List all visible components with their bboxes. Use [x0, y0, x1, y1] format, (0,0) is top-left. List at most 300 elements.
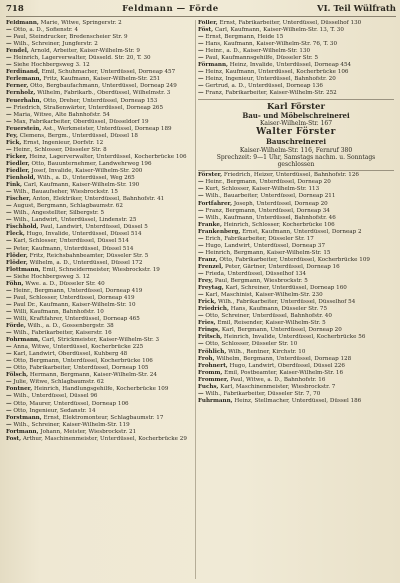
entry-details: Otto, Maurer, Unterdüssel, Dorneap 106 — [13, 400, 129, 407]
entry-surname: — — [198, 235, 204, 242]
directory-entry — [198, 306, 394, 313]
entry-details: Hugo, Invalide, Unterdüssel, Düssel 514 — [26, 231, 142, 238]
entry-details: Paul, Schlosser, Unterdüssel, Dorneap 419 — [13, 294, 135, 301]
directory-entry — [6, 217, 192, 224]
directory-entry — [198, 215, 394, 222]
directory-entry — [198, 201, 394, 208]
entry-details: Wilh., Angestellter, Silbergstr. 5 — [13, 210, 105, 217]
entry-surname: — — [6, 118, 12, 125]
entry-details: Anton, Elektriker, Unterdüssel, Bahnhofstr. 41 — [32, 196, 165, 203]
entry-details: Maria, Witwe, Alte Bahnhofstr. 54 — [13, 111, 110, 118]
directory-entry — [198, 334, 394, 341]
directory-entry — [6, 210, 192, 217]
entry-details: Marie, Witwe, Springerstr. 2 — [40, 20, 122, 26]
entry-details: Wilh., Fabrikarbeiter, Unterdüssel, Düsselhof 54 — [217, 299, 356, 306]
entry-details: Heinrich, Bergmann, Kaiser-Wilhelm-Str. 15 — [205, 249, 331, 256]
entry-surname: — — [198, 390, 204, 397]
entry-surname: — — [198, 207, 204, 214]
directory-entry — [6, 98, 192, 105]
directory-entry — [198, 83, 394, 90]
entry-details: Heinr., Bergmann, Unterdüssel, Dorneap 419 — [13, 287, 143, 294]
entry-surname: — — [198, 193, 204, 200]
entry-details: Hugo, Landwirt, Oberdüssel, Düssel 226 — [229, 362, 345, 369]
entry-details: Heinr., Bergmann, Unterdüssel, Dorneap 20 — [205, 179, 331, 186]
entry-details: Ast., Werkmeister, Unterdüssel, Dorneap 189 — [43, 125, 172, 132]
entry-surname: Föhn, — [6, 280, 24, 287]
entry-surname: Fuhrmann, — [198, 397, 233, 404]
directory-entry — [6, 393, 192, 400]
directory-entry — [6, 27, 192, 34]
directory-entry — [198, 20, 394, 27]
directory-entry — [6, 253, 192, 260]
entry-details: Otto, Fabrikarbeiter, Unterdüssel, Kocherbrücke 109 — [219, 256, 370, 263]
directory-entry — [6, 295, 192, 302]
entry-surname: Frankenberg, — [198, 228, 241, 235]
entry-surname: — — [6, 203, 12, 210]
entry-details: Josef, Invalide, Kaiser-Wilhelm-Str. 200 — [31, 167, 143, 174]
directory-entry — [198, 285, 394, 292]
entry-details: Erich, Fabrikarbeiter, Düsseler Str. 17 — [205, 235, 314, 242]
entry-surname: — — [6, 421, 12, 428]
directory-entry — [6, 119, 192, 126]
ad-hours: Sprechzeit: 9—1 Uhr, Samstags nachm. u. Sonntags geschlossen — [216, 153, 376, 169]
entry-surname: Fiedler, — [6, 167, 30, 174]
entry-details: Carl, Strickmeister, Kaiser-Wilhelm-Str. 3 — [41, 337, 160, 344]
entry-surname: Fölsch, — [6, 372, 29, 379]
entry-details: Anna, Witwe, Unterdüssel, Kocherbrücke 225 — [13, 344, 144, 351]
directory-entry — [198, 363, 394, 370]
entry-surname: — — [6, 351, 12, 358]
directory-entry — [6, 231, 192, 238]
entry-surname: Fick, — [6, 139, 22, 146]
directory-entry — [6, 168, 192, 175]
entry-details: Wilh., a. D., Gossenbergstr. 38 — [27, 323, 114, 330]
directory-entry — [6, 260, 192, 267]
entry-details: Franz, Fabrikarbeiter, Kaiser-Wilhelm-Str. 252 — [205, 90, 337, 97]
entry-details: Clemens, Bergm., Unterdüssel, Düssel 18 — [19, 132, 138, 139]
directory-entry — [6, 344, 192, 351]
directory-entry — [6, 436, 192, 443]
entry-surname: Froh, — [198, 355, 215, 362]
entry-surname: Fritsch, — [198, 334, 223, 341]
directory-entry — [198, 398, 394, 405]
entry-details: Paul, Bergmann, Wiesbrockstr. 5 — [214, 278, 308, 285]
entry-surname: Franz, — [198, 256, 218, 263]
entry-details: Friedrich, Straßenwärter, Unterdüssel, Dorneap 265 — [13, 104, 164, 111]
entry-surname: Franke, — [198, 221, 222, 228]
entry-surname: Fischer, — [6, 196, 31, 203]
entry-surname: Fey, — [6, 132, 18, 139]
directory-entry — [6, 76, 192, 83]
advertisement — [198, 102, 394, 169]
entry-surname: — — [198, 242, 204, 249]
ad-name-1: Karl Förster — [267, 101, 325, 112]
page-header — [6, 2, 396, 17]
entry-details: Julie, Witwe, Schlagbaumstr. 62 — [13, 379, 104, 386]
entry-details: Wilhelm, Fabrikarb., Oberdüssel, Wilhelmstr. 3 — [37, 90, 171, 97]
entry-surname: Fröhlich, — [198, 348, 227, 355]
entry-details: Emil, Schuhmacher, Unterdüssel, Dorneap 457 — [41, 69, 176, 76]
right-column-top — [198, 20, 394, 98]
entry-details: Karl, Bergmann, Unterdüssel, Dorneap 20 — [221, 327, 342, 334]
entry-details: Otto, Schlosser, Düsseler Str. 10 — [205, 341, 298, 348]
entry-surname: — — [6, 407, 12, 414]
directory-entry — [198, 356, 394, 363]
entry-details: Fritz, Kaufmann, Kaiser-Wilhelm-Str. 251 — [43, 76, 161, 83]
entry-surname: Föst, — [198, 27, 214, 34]
directory-entry — [6, 330, 192, 337]
entry-details: Otto, Schreiner, Unterdüssel, Bahnhofstr. 40 — [205, 313, 332, 320]
entry-details: Ernst, Kaufmann, Unterdüssel, Dorneap 2 — [242, 228, 362, 235]
directory-entry — [6, 267, 192, 274]
entry-surname: Feuerstein, — [6, 125, 42, 132]
entry-surname: — — [198, 41, 204, 48]
directory-entry — [6, 358, 192, 365]
directory-entry — [6, 238, 192, 245]
directory-entry — [198, 222, 394, 229]
entry-details: Wilh., Landwirt, Unterdüssel, Lindenstr. 25 — [13, 217, 137, 224]
right-column — [198, 20, 394, 579]
entry-details: Heinrich, Invalide, Unterdüssel, Kocherbrücke 56 — [223, 334, 366, 341]
entry-surname: — — [6, 400, 12, 407]
entry-details: Karl, Schlosser, Unterdüssel, Düssel 514 — [13, 238, 129, 245]
entry-details: Frieda, Unterdüssel, Düsselhof 134 — [205, 270, 307, 277]
entry-details: Siehe Hochbergsweg 3. 12 — [13, 62, 90, 69]
ad-address-1: Kaiser-Wilhelm-Str. 167 — [259, 120, 333, 128]
entry-details: Hugo, Landwirt, Unterdüssel, Dorneap 37 — [205, 242, 326, 249]
entry-details: Wilh., Fabrikarbeiter, Kaiserstr. 16 — [13, 330, 112, 337]
divider — [198, 99, 394, 100]
directory-entry — [198, 208, 394, 215]
entry-surname: Frick, — [198, 299, 217, 306]
entry-surname: — — [6, 294, 12, 301]
directory-entry — [198, 278, 394, 285]
entry-details: Fritz, Reichsbahnbeamter, Düsseler Str. 5 — [29, 252, 149, 259]
entry-details: Heinz, Stellmacher, Unterdüssel, Düssel 186 — [234, 397, 362, 404]
entry-surname: Friedrich, — [198, 306, 229, 313]
entry-details: Heinr., a. D., Kaiser-Wilhelm-Str. 130 — [205, 48, 311, 55]
directory-entry — [198, 292, 394, 299]
entry-details: Siehe Hochbergsweg 3. 12 — [13, 273, 90, 280]
entry-surname: — — [198, 186, 204, 193]
entry-surname: — — [6, 146, 12, 153]
entry-details: Hans, Kaufmann, Düsseler Str. 75 — [230, 306, 328, 313]
directory-entry — [198, 27, 394, 34]
directory-entry — [198, 299, 394, 306]
entry-surname: — — [6, 344, 12, 351]
entry-surname: — — [198, 34, 204, 41]
directory-entry — [6, 112, 192, 119]
entry-surname: Fischhold, — [6, 224, 39, 231]
directory-entry — [6, 182, 192, 189]
section-title: VI. Teil Wülfrath — [316, 4, 396, 14]
entry-surname: Föller, — [198, 20, 218, 26]
entry-details: Heinrich, Schlosser, Kocherbrücke 106 — [223, 221, 335, 228]
directory-entry — [198, 243, 394, 250]
entry-details: Ernst, Ingenieur, Dorfstr. 12 — [23, 139, 104, 146]
entry-surname: — — [6, 315, 12, 322]
entry-surname: Flöder, — [6, 259, 28, 266]
page-number: 718 — [6, 4, 24, 14]
directory-entry — [6, 175, 192, 182]
directory-entry — [6, 69, 192, 76]
entry-details: Wilh., Schreiner, Jungferstr. 2 — [13, 41, 98, 48]
entry-surname: — — [6, 27, 12, 34]
right-column-bottom — [198, 172, 394, 405]
entry-details: Willi, Kaufmann, Bahnhofstr. 10 — [13, 308, 104, 315]
directory-entry — [6, 83, 192, 90]
directory-entry — [6, 161, 192, 168]
directory-entry — [6, 281, 192, 288]
directory-entry — [198, 76, 394, 83]
entry-surname: Flöder, — [6, 252, 28, 259]
directory-entry — [198, 34, 394, 41]
entry-surname: — — [6, 189, 12, 196]
entry-details: Gertrud, a. D., Unterdüssel, Dorneap 136 — [205, 83, 323, 90]
entry-surname: Feuerhahn, — [6, 97, 42, 104]
entry-surname: Flottmann, — [6, 266, 41, 273]
entry-details: Wilhelm, Bergmann, Unterdüssel, Dorneap 128 — [216, 355, 352, 362]
directory-entry — [198, 62, 394, 69]
page-title: Feldmann — Förde — [122, 4, 219, 14]
entry-surname: Fuchs, — [198, 383, 219, 390]
entry-surname: — — [6, 217, 12, 224]
entry-details: Paul, Kaufmannsgehilfe, Düsseler Str. 5 — [205, 55, 319, 62]
entry-details: Wilh., a. D., Unterdüssel, Weg 265 — [37, 175, 135, 182]
entry-details: Emil, Postbeamter, Kaiser-Wilhelm-Str. 16 — [224, 369, 344, 376]
entry-surname: — — [198, 341, 204, 348]
entry-details: Arnold, Arbeiter, Kaiser-Wilhelm-Str. 9 — [30, 48, 140, 55]
entry-surname: — — [198, 292, 204, 299]
entry-details: Paul, Landwirt, Unterdüssel, Düssel 5 — [40, 224, 148, 231]
entry-surname: — — [198, 83, 204, 90]
entry-surname: Forstmann, — [6, 414, 42, 421]
directory-entry — [6, 379, 192, 386]
directory-entry — [198, 229, 394, 236]
entry-surname: — — [198, 214, 204, 221]
entry-surname: Fortmann, — [6, 428, 39, 435]
entry-details: Wilh., Bauarbeiter, Unterdüssel, Dorneap 211 — [205, 193, 336, 200]
directory-entry — [6, 429, 192, 436]
entry-surname: — — [6, 238, 12, 245]
ad-trade-1: Bau- und Möbelschreinerei — [242, 110, 350, 120]
entry-details: Paul Dr., Kaufmann, Kaiser-Wilhelm-Str. 10 — [13, 301, 136, 308]
directory-entry — [6, 196, 192, 203]
entry-details: Carl, Kaufmann, Kaiser-Wilhelm-Str. 13, T. 30 — [214, 27, 344, 34]
entry-surname: — — [6, 379, 12, 386]
directory-entry — [6, 408, 192, 415]
directory-entry — [198, 186, 394, 193]
directory-entry — [6, 34, 192, 41]
entry-details: Otto, Bauunternehmer, Landwehrweg 196 — [31, 160, 152, 167]
entry-details: Ernst, Elektromonteur, Schlagbaumstr. 17 — [43, 414, 164, 421]
entry-details: Heinz, Ingenieur, Unterdüssel, Bahnhofstr. 20 — [205, 76, 336, 83]
entry-surname: Fost, — [6, 435, 22, 442]
entry-details: Willi, Kraftfahrer, Unterdüssel, Dorneap 465 — [13, 315, 140, 322]
directory-entry — [6, 48, 192, 55]
entry-surname: — — [6, 62, 12, 69]
directory-entry — [198, 90, 394, 97]
entry-details: Otto, Bergmann, Unterdüssel, Kocherbrücke 106 — [13, 358, 153, 365]
entry-surname: Freytag, — [198, 285, 224, 292]
directory-entry — [6, 20, 192, 27]
entry-details: Hermann, Bergmann, Kaiser-Wilhelm-Str. 24 — [29, 372, 157, 379]
entry-details: Wilh., Kaufmann, Unterdüssel, Bahnhofstr. 46 — [205, 214, 336, 221]
directory-entry — [6, 203, 192, 210]
entry-surname: Fries, — [198, 320, 216, 327]
directory-entry — [6, 105, 192, 112]
directory-entry — [6, 288, 192, 295]
directory-entry — [198, 313, 394, 320]
entry-surname: Förmann, — [198, 62, 228, 69]
ad-address-2: Kaiser-Wilhelm-Str. 116, Fernruf 380 — [239, 146, 353, 154]
entry-details: Paul, Witwe, a. D., Bahnhofstr. 16 — [230, 376, 326, 383]
directory-entry — [6, 415, 192, 422]
entry-surname: Frey, — [198, 278, 214, 285]
entry-surname: — — [6, 365, 12, 372]
entry-surname: Frings, — [198, 327, 221, 334]
entry-details: Karl, Schreiner, Unterdüssel, Dorneap 160 — [225, 285, 347, 292]
directory-entry — [6, 246, 192, 253]
directory-entry — [6, 274, 192, 281]
entry-details: Joseph, Unterdüssel, Dorneap 20 — [233, 200, 328, 207]
entry-surname: Frenzel, — [198, 263, 224, 270]
directory-entry — [198, 179, 394, 186]
entry-details: Heinz, Invalide, Unterdüssel, Dorneap 454 — [229, 62, 352, 69]
entry-details: Wilh., Schreiner, Kaiser-Wilhelm-Str. 119 — [13, 421, 130, 428]
directory-entry — [6, 337, 192, 344]
entry-surname: Fortfahrer, — [198, 200, 233, 207]
directory-entry — [198, 236, 394, 243]
entry-surname: Förde, — [6, 323, 26, 330]
directory-entry — [6, 55, 192, 62]
entry-surname: Fienhold, — [6, 175, 36, 182]
entry-details: Heinz, Lagerverwalter, Unterdüssel, Kocherbrücke 106 — [29, 153, 187, 160]
entry-surname: — — [6, 301, 12, 308]
entry-details: Friedrich, Heizer, Unterdüssel, Bahnhofstr. 126 — [223, 172, 359, 179]
directory-entry — [198, 341, 394, 348]
directory-entry — [198, 271, 394, 278]
entry-surname: Förster, — [198, 172, 223, 179]
entry-surname: — — [6, 393, 12, 400]
entry-surname: — — [6, 358, 12, 365]
entry-surname: — — [6, 55, 12, 62]
directory-entry — [198, 41, 394, 48]
entry-surname: — — [6, 41, 12, 48]
entry-details: Wilh., Fabrikarbeiter, Düsseler Str. 7, 70 — [205, 390, 321, 397]
directory-entry — [6, 386, 192, 393]
entry-surname: — — [198, 249, 204, 256]
entry-surname: — — [198, 90, 204, 97]
directory-entry — [198, 320, 394, 327]
entry-surname: Fernholz, — [6, 90, 36, 97]
directory-entry — [198, 69, 394, 76]
entry-surname: Frohnert, — [198, 362, 228, 369]
directory-entry — [6, 133, 192, 140]
entry-surname: Fendel, — [6, 48, 29, 55]
entry-surname: — — [198, 179, 204, 186]
entry-details: Ernst, Fabrikarbeiter, Unterdüssel, Düsselhof 130 — [219, 20, 362, 26]
entry-surname: — — [198, 270, 204, 277]
entry-surname: — — [198, 313, 204, 320]
entry-surname: — — [6, 34, 12, 41]
entry-details: Wilhelm, a. D., Unterdüssel, Düssel 172 — [29, 259, 143, 266]
entry-details: Paul, Steindrucker, Bredenscheier Str. 9 — [13, 34, 128, 41]
entry-surname: — — [6, 273, 12, 280]
entry-surname: Ferner, — [6, 83, 29, 90]
directory-entry — [6, 372, 192, 379]
entry-surname: Frommer, — [198, 376, 229, 383]
entry-details: Peter, Gärtner, Unterdüssel, Dorneap 16 — [225, 263, 340, 270]
directory-entry — [6, 323, 192, 330]
entry-surname: — — [6, 245, 12, 252]
directory-entry — [6, 401, 192, 408]
entry-surname: Feldmann, — [6, 20, 39, 26]
directory-entry — [198, 391, 394, 398]
directory-entry — [198, 370, 394, 377]
ad-name-2: Walter Förster — [256, 127, 336, 138]
entry-details: Otto, a. D., Sofienstr. 4 — [13, 27, 79, 34]
directory-entry — [6, 224, 192, 231]
entry-details: Heinrich, Handlungsgehilfe, Kocherbrücke 109 — [33, 386, 169, 393]
entry-details: Otto, Dreher, Unterdüssel, Dorneap 153 — [43, 97, 158, 104]
entry-surname: — — [198, 48, 204, 55]
directory-entry — [6, 140, 192, 147]
entry-details: Otto, Fabrikarbeiter, Unterdüssel, Dorneap 105 — [13, 365, 149, 372]
entry-surname: Fink, — [6, 182, 22, 189]
entry-surname: Fontner, — [6, 386, 33, 393]
directory-entry — [198, 48, 394, 55]
entry-details: Heinz, Kaufmann, Unterdüssel, Kocherbrücke 106 — [205, 69, 349, 76]
left-column — [6, 20, 196, 579]
ad-trade-2: Bauschreinerei — [266, 137, 326, 147]
entry-details: Otto, Ingenieur, Sedanstr. 14 — [13, 407, 96, 414]
entry-details: Wilh., Bauaufseher, Wiesbrockstr. 15 — [13, 189, 118, 196]
entry-details: August, Bergmann, Schlagbaumstr. 62 — [13, 203, 123, 210]
entry-surname: Ferlemann, — [6, 76, 42, 83]
directory-entry — [6, 62, 192, 69]
entry-details: Hans, Kaufmann, Kaiser-Wilhelm-Str. 76, T. 30 — [205, 41, 338, 48]
entry-surname: Fohrmann, — [6, 337, 41, 344]
entry-surname: — — [6, 210, 12, 217]
directory-entry — [6, 316, 192, 323]
directory-entry — [198, 172, 394, 179]
entry-details: Otto, Bergbaufachmann, Unterdüssel, Dorneap 249 — [30, 83, 177, 90]
entry-details: Heinr., Schlosser, Düsseler Str. 8 — [13, 146, 107, 153]
directory-entry — [6, 147, 192, 154]
directory-entry — [198, 250, 394, 257]
entry-surname: Fleck, — [6, 231, 25, 238]
directory-entry — [6, 154, 192, 161]
entry-details: Karl, Maschinist, Kaiser-Wilhelm-Str. 230 — [205, 292, 323, 299]
directory-entry — [6, 189, 192, 196]
entry-details: Ernst, Bergmann, Heide 15 — [205, 34, 284, 41]
directory-entry — [198, 377, 394, 384]
entry-details: Kurt, Schlosser, Kaiser-Wilhelm-Str. 113 — [205, 186, 320, 193]
entry-surname: Fromm, — [198, 369, 223, 376]
entry-details: Peter, Kaufmann, Unterdüssel, Düssel 514 — [13, 245, 134, 252]
entry-details: Max, Fabrikarbeiter, Oberdüssel, Düsseldorf 19 — [13, 118, 149, 125]
entry-details: Wilh., Rentner, Kirchstr. 10 — [228, 348, 306, 355]
directory-entry — [6, 90, 192, 97]
entry-details: Emil, Schneidermeister, Wiesbrockstr. 19 — [42, 266, 160, 273]
entry-surname: Fiedler, — [6, 160, 30, 167]
entry-surname: — — [198, 69, 204, 76]
entry-details: Heinrich, Lagerverwalter, Düsseld. Str. 20, T. 30 — [13, 55, 151, 62]
entry-details: Arthur, Maschinenmeister, Unterdüssel, Kocherbrücke 29 — [22, 435, 187, 442]
directory-entry — [198, 193, 394, 200]
directory-entry — [198, 327, 394, 334]
